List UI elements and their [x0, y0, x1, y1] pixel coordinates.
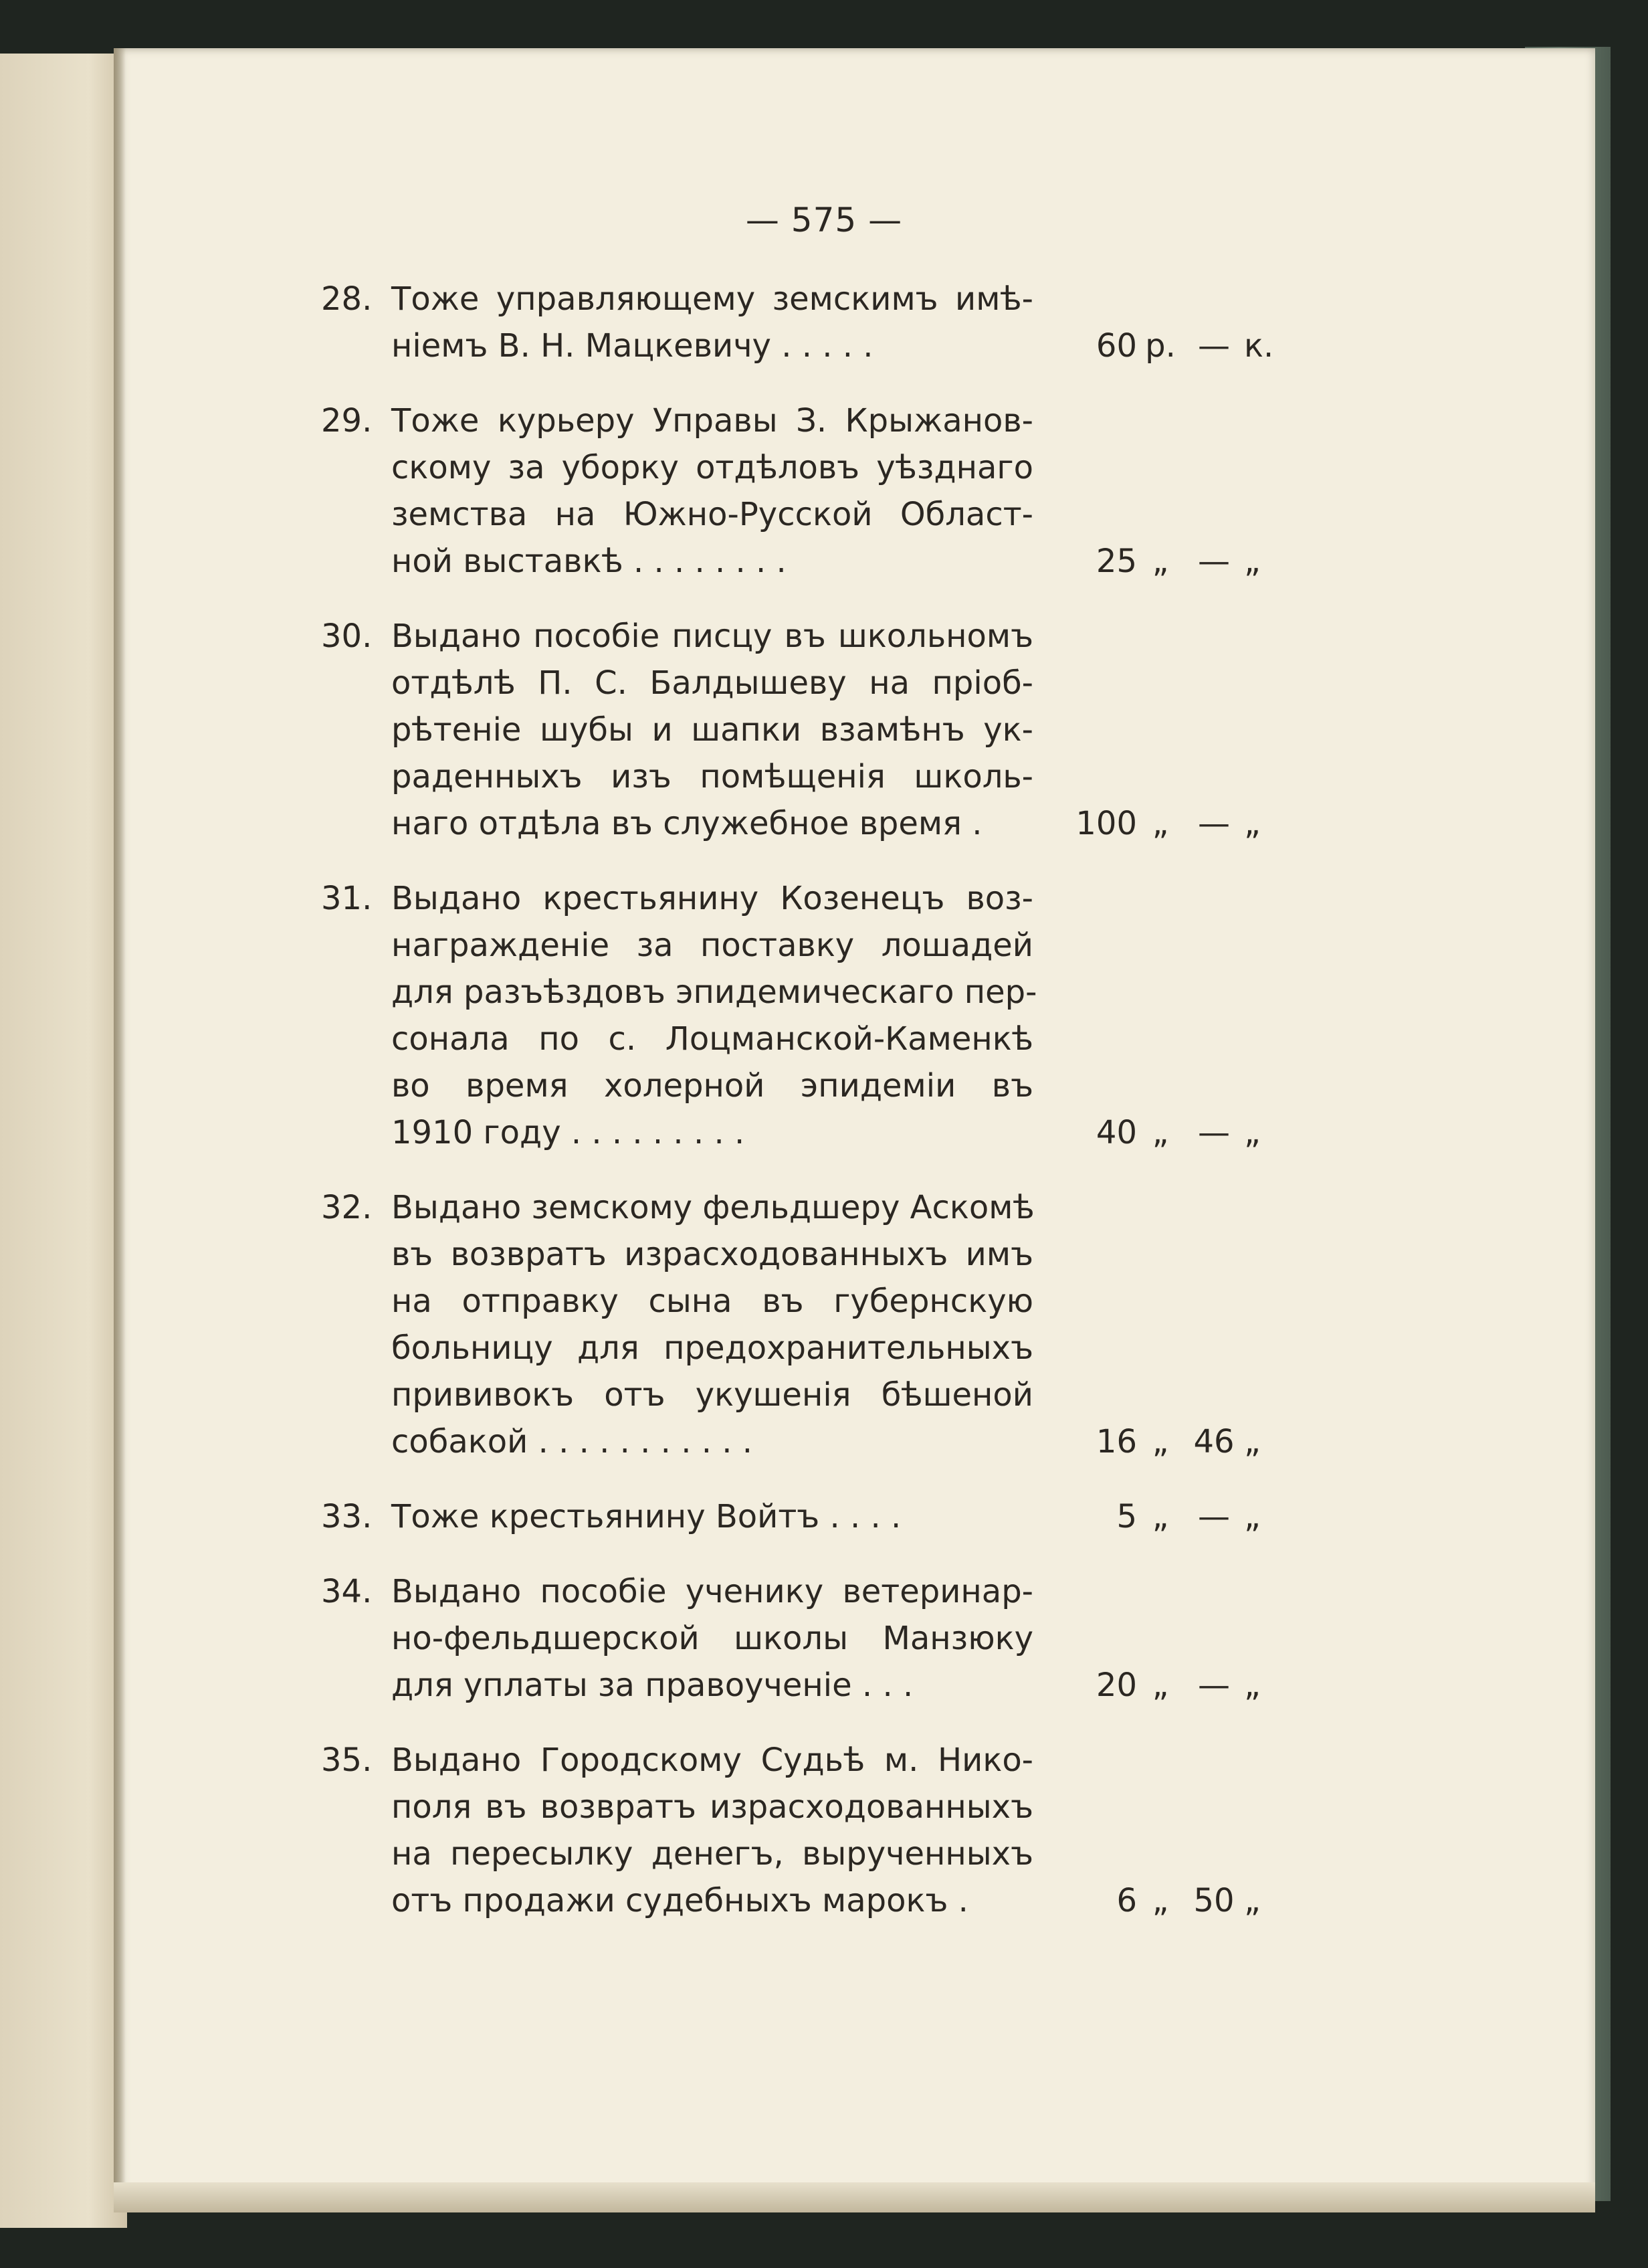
entry-text-line: во время холерной эпидеміи въ	[391, 1067, 1033, 1105]
entry-29	[321, 397, 1284, 585]
amount-separator: „	[1152, 1667, 1169, 1704]
entry-33	[321, 1493, 1284, 1540]
entry-text-line: собакой . . . . . . . . . . .	[391, 1423, 752, 1460]
amount-unit: „	[1244, 1423, 1261, 1460]
entry-text-line: прививокъ отъ укушенія бѣшеной	[391, 1376, 1033, 1414]
entry-text-line: скому за уборку отдѣловъ уѣзднаго	[391, 449, 1033, 486]
left-page-edge	[0, 54, 127, 2228]
entry-text-line: земства на Южно-Русской Област-	[391, 496, 1033, 533]
entry-text-line: больницу для предохранительныхъ	[391, 1329, 1033, 1367]
amount-kopecks: —	[1198, 805, 1230, 842]
amount-rubles: 6	[1116, 1882, 1137, 1919]
amount-kopecks: —	[1198, 543, 1230, 580]
amount-kopecks: —	[1198, 327, 1230, 365]
entry-text-line: 1910 году . . . . . . . . .	[391, 1114, 745, 1151]
entry-text-line: раденныхъ изъ помѣщенія школь-	[391, 758, 1033, 795]
amount-unit: „	[1244, 1882, 1261, 1919]
amount-kopecks: —	[1198, 1667, 1230, 1704]
amount-unit: „	[1244, 543, 1261, 580]
amount-separator: „	[1152, 1882, 1169, 1919]
entry-text-line: поля въ возвратъ израсходованныхъ	[391, 1788, 1033, 1826]
amount-rubles: 16	[1096, 1423, 1137, 1460]
page-number: — 575 —	[745, 201, 903, 240]
amount-kopecks: 50	[1193, 1882, 1235, 1919]
entry-amount	[1057, 1493, 1284, 1540]
amount-unit: „	[1244, 1498, 1261, 1535]
entry-text-line: для разъѣздовъ эпидемическаго пер-	[391, 973, 1037, 1011]
entry-text-line: ніемъ В. Н. Мацкевичу . . . . .	[391, 327, 873, 365]
entry-amount	[1057, 1109, 1284, 1156]
entry-30	[321, 613, 1284, 847]
amount-unit: „	[1244, 1667, 1261, 1704]
amount-rubles: 5	[1116, 1498, 1137, 1535]
entry-text-line: въ возвратъ израсходованныхъ имъ	[391, 1236, 1033, 1273]
entry-text-line: на пересылку денегъ, вырученныхъ	[391, 1835, 1033, 1873]
entry-number: 31.	[321, 880, 373, 917]
amount-separator: „	[1152, 1423, 1169, 1460]
entry-text-line: Выдано земскому фельдшеру Аскомѣ	[391, 1189, 1035, 1226]
entry-amount	[1057, 1662, 1284, 1709]
entry-text-line: ной выставкѣ . . . . . . . .	[391, 543, 787, 580]
amount-separator: р.	[1145, 327, 1176, 365]
entry-amount	[1057, 1418, 1284, 1465]
amount-separator: „	[1152, 805, 1169, 842]
entry-number: 34.	[321, 1573, 373, 1610]
entry-text-line: наго отдѣла въ служебное время .	[391, 805, 983, 842]
amount-unit: к.	[1244, 327, 1274, 365]
entry-text-line: для уплаты за правоученіе . . .	[391, 1667, 914, 1704]
amount-rubles: 20	[1096, 1667, 1137, 1704]
entry-number: 35.	[321, 1741, 373, 1779]
entry-text-line: награжденіе за поставку лошадей	[391, 927, 1033, 964]
entry-28	[321, 276, 1284, 369]
entry-34	[321, 1568, 1284, 1709]
amount-separator: „	[1152, 1114, 1169, 1151]
entry-text-line: Тоже крестьянину Войтъ . . . .	[391, 1498, 902, 1535]
entry-number: 33.	[321, 1498, 373, 1535]
amount-rubles: 100	[1075, 805, 1137, 842]
entry-amount	[1057, 322, 1284, 369]
entry-35	[321, 1737, 1284, 1924]
entry-text-line: отъ продажи судебныхъ марокъ .	[391, 1882, 968, 1919]
entry-amount	[1057, 538, 1284, 585]
amount-rubles: 60	[1096, 327, 1137, 365]
entry-amount	[1057, 1877, 1284, 1924]
entry-text-line: Выдано крестьянину Козенецъ воз-	[391, 880, 1033, 917]
entries-list	[321, 276, 1284, 1952]
amount-rubles: 40	[1096, 1114, 1137, 1151]
entry-text-line: Тоже управляющему земскимъ имѣ-	[391, 280, 1033, 318]
amount-kopecks: —	[1198, 1498, 1230, 1535]
entry-text-line: отдѣлѣ П. С. Балдышеву на пріоб-	[391, 664, 1033, 702]
amount-unit: „	[1244, 1114, 1261, 1151]
spine-shadow	[114, 48, 126, 2212]
entry-text-line: рѣтеніе шубы и шапки взамѣнъ ук-	[391, 711, 1033, 749]
amount-unit: „	[1244, 805, 1261, 842]
entry-number: 30.	[321, 618, 373, 655]
entry-text-line: Выдано пособіе писцу въ школьномъ	[391, 618, 1033, 655]
entry-text-line: Выдано Городскому Судьѣ м. Нико-	[391, 1741, 1033, 1779]
amount-separator: „	[1152, 543, 1169, 580]
entry-text-line: на отправку сына въ губернскую	[391, 1283, 1033, 1320]
entry-text-line: сонала по с. Лоцманской-Каменкѣ	[391, 1020, 1033, 1058]
entry-number: 32.	[321, 1189, 373, 1226]
entry-text-line: Выдано пособіе ученику ветеринар-	[391, 1573, 1033, 1610]
page-bottom-edge	[114, 2182, 1595, 2212]
entry-amount	[1057, 800, 1284, 847]
amount-separator: „	[1152, 1498, 1169, 1535]
amount-kopecks: 46	[1193, 1423, 1235, 1460]
amount-kopecks: —	[1198, 1114, 1230, 1151]
amount-rubles: 25	[1096, 543, 1137, 580]
entry-text-line: Тоже курьеру Управы З. Крыжанов-	[391, 402, 1033, 440]
entry-text-line: но-фельдшерской школы Манзюку	[391, 1620, 1033, 1657]
entry-number: 29.	[321, 402, 373, 440]
entry-32	[321, 1184, 1284, 1465]
entry-number: 28.	[321, 280, 373, 318]
entry-31	[321, 875, 1284, 1156]
